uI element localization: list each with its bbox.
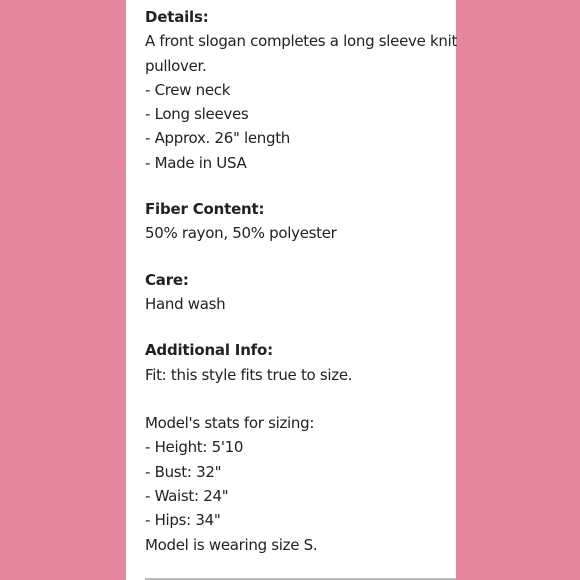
additional-info-line: - Waist: 24" [145,487,229,506]
care-line: Hand wash [145,294,226,313]
details-section [145,5,456,175]
additional-info-line: - Bust: 32" [145,462,222,481]
additional-info-section [145,338,456,557]
details-line: A front slogan completes a long sleeve knit [145,32,458,51]
details-line: pullover. [145,56,207,75]
fiber-content-section [145,197,456,246]
details-line: - Crew neck [145,80,231,99]
additional-info-line: Model is wearing size S. [145,535,318,554]
fiber-content-heading: Fiber Content: [145,200,265,219]
care-section [145,268,456,317]
care-heading: Care: [145,270,189,289]
product-description-panel [126,0,456,580]
details-line: - Long sleeves [145,105,249,124]
details-line: - Approx. 26" length [145,129,291,148]
additional-info-line: - Hips: 34" [145,511,221,530]
additional-info-line: - Height: 5'10 [145,438,244,457]
fiber-content-line: 50% rayon, 50% polyester [145,224,337,243]
additional-info-spacer [145,387,456,411]
additional-info-line: Model's stats for sizing: [145,414,315,433]
details-line: - Made in USA [145,153,247,172]
additional-info-line: Fit: this style fits true to size. [145,365,353,384]
additional-info-heading: Additional Info: [145,341,273,360]
details-heading: Details: [145,8,209,26]
